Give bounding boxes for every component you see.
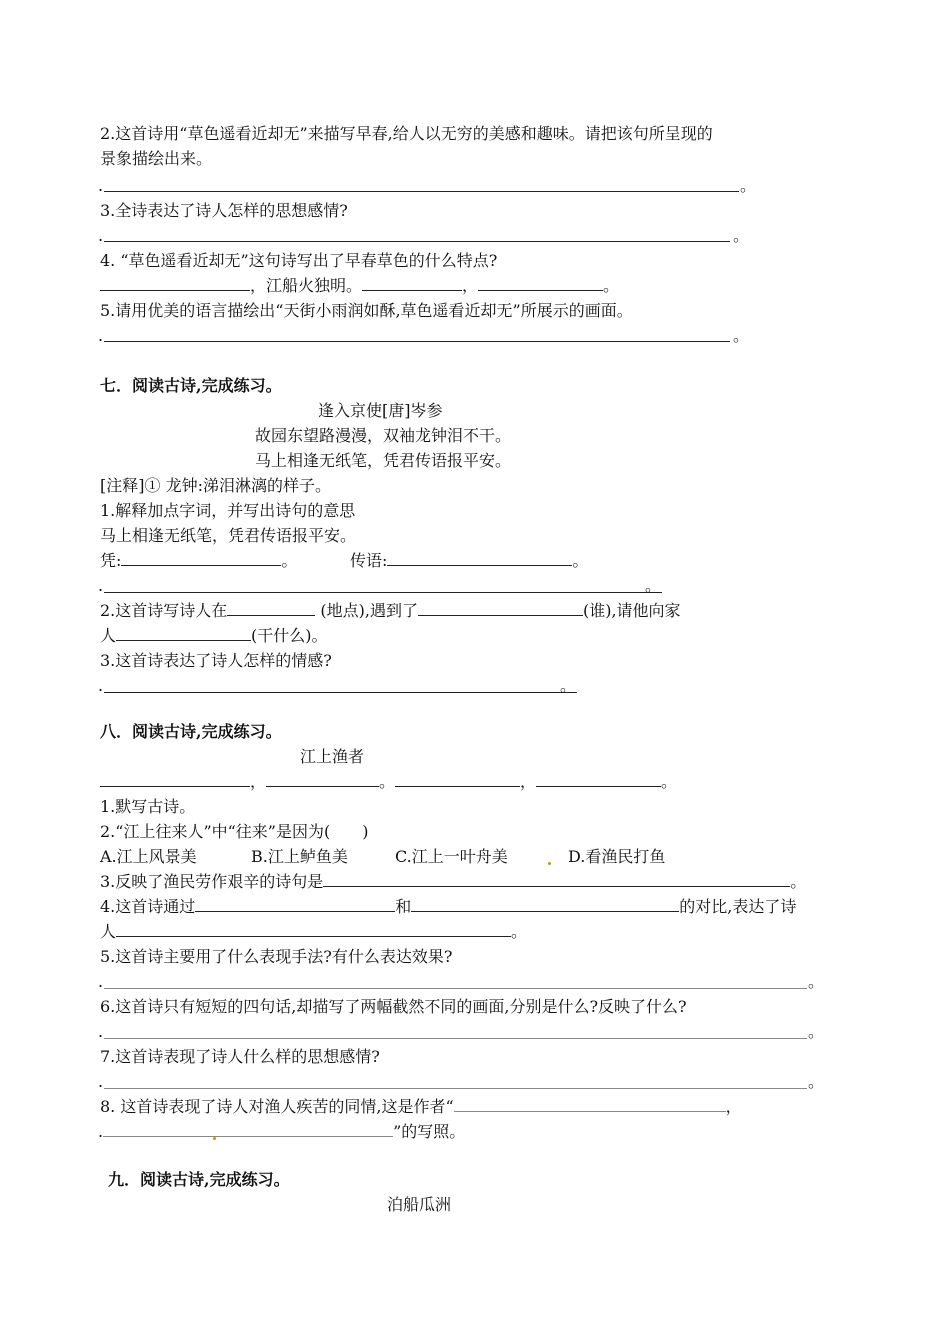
q8-8-line-a (100, 1097, 742, 1117)
blank[interactable] (227, 601, 315, 616)
q8-4-text-d: 人 (100, 922, 117, 941)
period: 。 (281, 551, 298, 570)
section-9-heading: 九．阅读古诗,完成练习。 (108, 1170, 290, 1189)
dot: . (98, 1022, 104, 1041)
period: 。 (645, 576, 662, 595)
dot: . (98, 176, 104, 195)
dot: . (98, 576, 104, 595)
dot: . (98, 326, 104, 345)
ping-label: 凭: (100, 551, 122, 570)
q7-1-text: 1.解释加点字词，并写出诗句的意思 (100, 501, 356, 520)
period: 。 (808, 1072, 825, 1091)
poem-7-line-1: 故园东望路漫漫，双袖龙钟泪不干。 (255, 426, 512, 445)
section-7-heading: 七．阅读古诗,完成练习。 (100, 376, 282, 395)
q8-4-line-a (100, 897, 796, 917)
blank[interactable] (195, 897, 395, 912)
poem-7-line-2: 马上相逢无纸笔，凭君传语报平安。 (255, 451, 512, 470)
q8-4-line-b (100, 922, 527, 942)
period: 。 (808, 1022, 825, 1041)
dot: . (98, 1072, 104, 1091)
period: 。 (379, 772, 396, 791)
q8-8-text-b: ”的写照。 (393, 1122, 466, 1141)
q7-2-text-b: (地点),遇到了 (320, 601, 418, 620)
q6-2-text-b: 景象描绘出来。 (100, 149, 213, 168)
q8-4-text-a: 4.这首诗通过 (100, 897, 196, 916)
period: 。 (790, 872, 807, 891)
stray-mark (213, 1137, 216, 1140)
blank[interactable] (116, 922, 511, 937)
dot: . (98, 972, 104, 991)
blank[interactable] (100, 276, 250, 291)
q8-2-option-d[interactable]: D.看渔民打鱼 (568, 847, 666, 866)
q7-1-fill (100, 551, 297, 571)
poem-8-title: 江上渔者 (300, 747, 365, 766)
q8-7-text: 7.这首诗表现了诗人什么样的思想感情? (100, 1047, 380, 1066)
blank[interactable] (116, 626, 251, 641)
q7-1-line: 马上相逢无纸笔，凭君传语报平安。 (100, 526, 357, 545)
q8-2-option-a[interactable]: A.江上风景美 (100, 847, 197, 866)
blank[interactable] (121, 551, 281, 566)
q7-2-line-b (100, 626, 328, 646)
q7-2-text-a: 2.这首诗写诗人在 (100, 601, 228, 620)
blank[interactable] (266, 772, 379, 787)
comma: ， (462, 276, 479, 295)
dot: . (98, 1122, 104, 1141)
blank[interactable] (478, 276, 603, 291)
blank[interactable] (100, 772, 250, 787)
period: 。 (572, 551, 589, 570)
period: 。 (511, 922, 528, 941)
q8-4-text-b: 和 (395, 897, 412, 916)
q8-2-text: 2.“江上往来人”中“往来”是因为( ) (100, 822, 369, 841)
answer-line[interactable] (104, 191, 739, 192)
period: 。 (733, 326, 750, 345)
answer-line[interactable] (104, 1088, 807, 1089)
q8-3-text: 3.反映了渔民劳作艰辛的诗句是 (100, 872, 324, 891)
q8-5-text: 5.这首诗主要用了什么表现手法?有什么表达效果? (100, 947, 453, 966)
q8-1-text: 1.默写古诗。 (100, 797, 196, 816)
blank[interactable] (387, 551, 572, 566)
blank[interactable] (536, 772, 661, 787)
q7-1-fill-2 (350, 551, 588, 571)
q7-2-text-e: (干什么)。 (251, 626, 328, 645)
period: 。 (740, 176, 757, 195)
poem-7-title: 逢入京使[唐]岑参 (318, 401, 443, 420)
q8-2-option-b[interactable]: B.江上鲈鱼美 (251, 847, 348, 866)
blank[interactable] (103, 1122, 393, 1137)
q8-8-text-a: 8. 这首诗表现了诗人对渔人疾苦的同情,这是作者“ (100, 1097, 454, 1116)
stray-mark (548, 862, 551, 865)
q6-3-text: 3.全诗表达了诗人怎样的思想感情? (100, 201, 348, 220)
answer-line[interactable] (104, 1038, 807, 1039)
dot: . (98, 226, 104, 245)
chuanyu-label: 传语: (350, 551, 388, 570)
q8-8-line-b (98, 1122, 465, 1142)
q7-3-text: 3.这首诗表达了诗人怎样的情感? (100, 651, 332, 670)
comma: ， (250, 772, 267, 791)
blank[interactable] (362, 276, 462, 291)
answer-line[interactable] (104, 988, 807, 989)
poem-7-note: [注释]① 龙钟:涕泪淋漓的样子。 (100, 476, 331, 495)
q6-4-text: 4. “草色遥看近却无”这句诗写出了早春草色的什么特点? (100, 251, 498, 270)
q6-5-text: 5.请用优美的语言描绘出“天街小雨润如酥,草色遥看近却无”所展示的画面。 (100, 301, 633, 320)
answer-line[interactable] (104, 341, 730, 342)
q6-2-text-a: 2.这首诗用“草色遥看近却无”来描写早春,给人以无穷的美感和趣味。请把该句所呈现的 (100, 124, 713, 143)
period: 。 (560, 676, 577, 695)
q8-4-text-c: 的对比,表达了诗 (679, 897, 797, 916)
blank[interactable] (454, 1097, 726, 1112)
q7-2-text-c: (谁),请他向家 (582, 601, 681, 620)
poem-9-title: 泊船瓜洲 (387, 1195, 452, 1214)
period: 。 (603, 276, 620, 295)
period: 。 (808, 972, 825, 991)
comma: ， (725, 1097, 742, 1116)
q6-4-fill-line (100, 276, 619, 296)
comma: ， (520, 772, 537, 791)
dot: . (98, 676, 104, 695)
blank[interactable] (418, 601, 583, 616)
poem-8-blank-line (100, 772, 677, 792)
blank[interactable] (395, 772, 520, 787)
poem-fragment: ，江船火独明。 (250, 276, 363, 295)
blank[interactable] (411, 897, 679, 912)
period: 。 (733, 226, 750, 245)
q7-2-text-d: 人 (100, 626, 117, 645)
section-8-heading: 八．阅读古诗,完成练习。 (100, 722, 282, 741)
period: 。 (661, 772, 678, 791)
answer-line[interactable] (104, 241, 730, 242)
q8-2-option-c[interactable]: C.江上一叶舟美 (395, 847, 508, 866)
answer-line[interactable] (104, 592, 662, 593)
q8-3-line (100, 872, 806, 892)
q8-6-text: 6.这首诗只有短短的四句话,却描写了两幅截然不同的画面,分别是什么?反映了什么? (100, 997, 687, 1016)
blank[interactable] (323, 872, 790, 887)
q7-2-line-a (100, 601, 681, 621)
answer-line[interactable] (104, 692, 577, 693)
